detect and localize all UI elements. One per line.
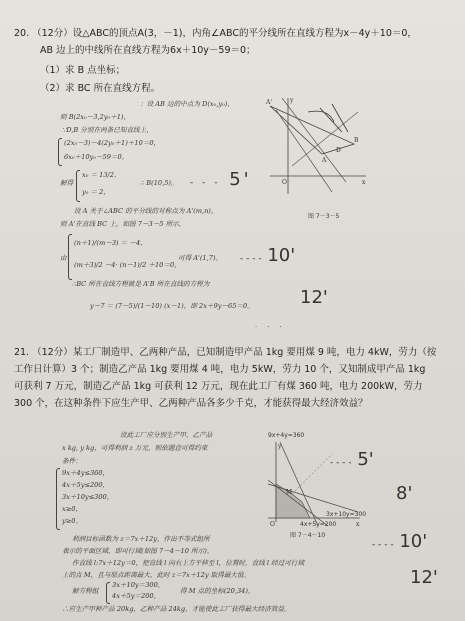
q21-score-mark-2-text: 8' <box>396 483 413 504</box>
q21-fig-label-line3: 4x+5y=200 <box>300 521 337 528</box>
q20-system2-eq1: x₀ ＝ 13/2， <box>82 171 121 179</box>
q20-score-mark-2-text: 10' <box>267 245 296 266</box>
q20-final-line: y－7 ＝ (7－5)/(1－10) (x－1)，即 2x＋9y－65＝0。 <box>90 302 254 310</box>
q21-solve-label: 解方程组 <box>72 587 99 595</box>
q21-score-mark-4-text: 12' <box>410 567 438 588</box>
q20-solve-label: 解得 <box>60 179 74 187</box>
q21-system-eq1: 3x＋10y＝300， <box>112 581 165 589</box>
q20-figure-caption: 图 7－3－5 <box>308 213 340 220</box>
q20-fig-label-o: O <box>282 179 287 186</box>
q21-solution-line7: 上的点 M，且与原点距离最大，此时 z＝7x＋12y 取得最大值。 <box>62 571 251 579</box>
q20-stem-line1: 20. （12分）设△ABC的顶点A(3，－1)，内角∠ABC的平分线所在直线方程为x－4y＋10＝0， <box>14 28 417 39</box>
q20-dots: . . . <box>255 321 286 329</box>
q20-stem-line2: AB 边上的中线所在直线方程为6x＋10y－59＝0； <box>40 45 256 56</box>
q20-fig-line2 <box>282 98 346 182</box>
q21-m-point: 得 M 点的坐标(20,34)。 <box>180 587 255 595</box>
q21-constraints-brace <box>56 468 60 530</box>
q21-fig-label-o: O <box>270 521 275 528</box>
q21-stem-line3: 可获利 7 万元，制造乙产品 1kg 可获利 12 万元，现在此工厂有煤 360 吨，电力 200kW，劳力 <box>14 381 423 392</box>
q20-solution-line3: ∵D,B 分别在两条已知直线上， <box>62 126 153 134</box>
q21-score-mark-3: - - - - 10' <box>372 531 428 552</box>
q21-constraint-1: 9x＋4y≤360， <box>62 469 110 477</box>
q21-figure-caption: 图 7－4－10 <box>290 532 326 539</box>
q21-solution-line4: 利润目标函数为 z＝7x＋12y，作出不等式组所 <box>72 535 210 543</box>
q21-constraint-5: y≥0。 <box>62 517 83 525</box>
q20-system2-eq2: y₀ ＝ 2， <box>82 188 110 196</box>
q21-score-mark-2 <box>396 484 412 504</box>
q21-system-brace <box>106 582 110 604</box>
q20-system3-eq2: (m＋3)/2 －4· (n－1)/2 ＋10＝0， <box>74 261 181 269</box>
q21-solution-line5: 表示的平面区域，即可行域(如图 7－4－10 所示)。 <box>62 547 214 555</box>
q21-stem-line4: 300 个，在这种条件下应生产甲、乙两种产品各多少千克，才能获得最大经济效益？ <box>14 398 368 409</box>
q21-fig-label-m: M <box>286 489 293 496</box>
q21-constraint-4: x≥0， <box>62 505 83 513</box>
q20-score-mark-3-text: 12' <box>300 287 328 308</box>
q20-fig-label-b: B <box>354 137 359 144</box>
q20-score-mark-1-text: 5' <box>229 169 252 190</box>
q21-fig-feasible-region <box>276 484 310 518</box>
q21-solution-line2: x kg, y kg，可得利润 z 万元，则依题意可得约束 <box>62 444 208 452</box>
q20-score-mark-1: - - - 5' <box>190 169 252 190</box>
q20-score-mark-2: - - - - 10' <box>240 245 296 266</box>
q20-fig-label-a-prime: A' <box>266 99 272 106</box>
q21-stem-line1: 21. （12分）某工厂制造甲、乙两种产品，已知制造甲产品 1kg 要用煤 9 吨，电力 4kW，劳力（按 <box>14 347 437 358</box>
q21-solution-line3: 条件： <box>62 457 82 465</box>
q21-solution-line1: 设此工厂应分别生产甲、乙产品 <box>120 431 213 439</box>
q21-fig-label-y: y <box>278 443 282 450</box>
q21-score-mark-3-text: 10' <box>399 531 428 552</box>
q20-solution-line7: 则 A'在直线 BC 上，如图 7－3－5 所示， <box>60 220 186 228</box>
q20-fig-handwritten-marks <box>308 104 348 132</box>
q20-solution-line2: 则 B(2x₀－3,2y₀＋1)， <box>60 113 131 121</box>
q20-system3-brace <box>68 234 72 280</box>
q20-b-point: ∴ B(10,5)。 <box>140 179 178 187</box>
q21-final-line: ∴应生产甲种产品 20kg，乙种产品 24kg，才能使此工厂获得最大经济效益。 <box>62 605 291 613</box>
q20-score-mark-3 <box>300 288 328 308</box>
q20-system2-brace <box>76 170 80 202</box>
q20-system1-eq1: (2x₀－3)－4(2y₀＋1)＋10＝0， <box>64 139 161 147</box>
q21-fig-label-line2: 3x+10y=300 <box>326 511 367 518</box>
q20-a-prime-result: 可得 A'(1,7)。 <box>178 254 223 262</box>
q20-solution-line1: ：设 AB 边的中点为 D(x₀,y₀)， <box>140 100 234 108</box>
q20-part2: （2）求 BC 所在直线方程。 <box>40 83 161 94</box>
q21-constraint-3: 3x＋10y≤300， <box>62 493 114 501</box>
q21-fig-objective-line <box>292 454 332 494</box>
q21-score-mark-4 <box>410 568 438 588</box>
q20-fig-triangle <box>270 106 354 154</box>
q20-system1-eq2: 6x₀＋10y₀－59＝0。 <box>64 153 129 161</box>
q20-system3-eq1: (n＋1)/(m－3) ＝ －4， <box>74 239 147 247</box>
q20-figure <box>262 92 372 212</box>
q20-part1: （1）求 B 点坐标； <box>40 65 126 76</box>
q20-fig-label-d: D <box>336 147 341 154</box>
q20-system3-label: 由 <box>60 254 67 262</box>
q20-fig-label-y: y <box>290 97 294 104</box>
q21-fig-label-x: x <box>356 521 360 528</box>
q20-solution-line9: ∴BC 所在直线方程就是 A'B 所在直线的方程为 <box>72 280 210 288</box>
q20-system1-brace <box>58 138 62 166</box>
q20-solution-line6: 设 A 关于∠ABC 的平分线的对称点为 A'(m,n)， <box>74 207 218 215</box>
q20-fig-label-x: x <box>362 179 366 186</box>
q21-fig-label-line1: 9x+4y=360 <box>268 432 305 439</box>
q20-fig-label-a: A <box>322 157 327 164</box>
q21-score-mark-1: - - - - 5' <box>330 449 374 470</box>
q21-system-eq2: 4x＋5y＝200， <box>112 592 161 600</box>
q21-constraint-2: 4x＋5y≤200， <box>62 481 110 489</box>
q21-stem-line2: 工作日计算）3 个；制造乙产品 1kg 要用煤 4 吨，电力 5kW，劳力 10 个，又知制成甲产品 1kg <box>14 364 426 375</box>
q21-solution-line6: 作直线 l:7x＋12y＝0，把直线 l 向右上方平移至 l，位置时，直线 l 经过可行域 <box>72 559 305 567</box>
q21-score-mark-1-text: 5' <box>357 449 374 470</box>
